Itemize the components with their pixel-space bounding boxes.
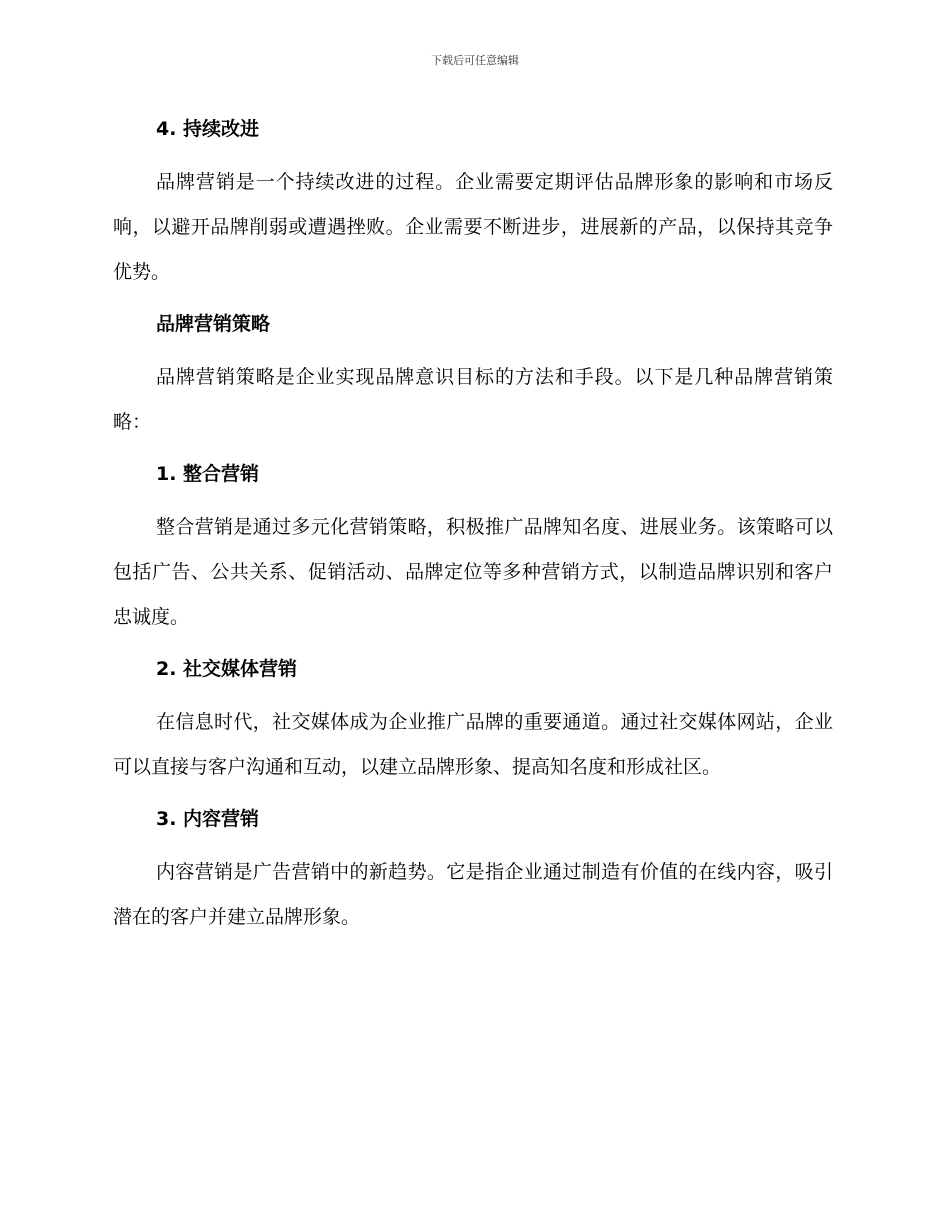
paragraph-content-marketing: 内容营销是广告营销中的新趋势。它是指企业通过制造有价值的在线内容，吸引潜在的客户并建立品牌形象。 [113, 861, 833, 928]
paragraph-social-media-marketing: 在信息时代，社交媒体成为企业推广品牌的重要通道。通过社交媒体网站，企业可以直接与客户沟通和互动，以建立品牌形象、提高知名度和形成社区。 [113, 711, 833, 778]
page-header: 下载后可任意编辑 [431, 54, 519, 67]
section-heading-content-marketing: 3. 内容营销 [156, 808, 260, 830]
document-body [113, 112, 833, 940]
paragraph-brand-strategy: 品牌营销策略是企业实现品牌意识目标的方法和手段。以下是几种品牌营销策略： [113, 366, 833, 433]
paragraph-integrated-marketing: 整合营销是通过多元化营销策略，积极推广品牌知名度、进展业务。该策略可以包括广告、公共关系、促销活动、品牌定位等多种营销方式，以制造品牌识别和客户忠诚度。 [113, 516, 833, 628]
section-heading-integrated-marketing: 1. 整合营销 [156, 463, 260, 485]
section-heading-continuous-improvement: 4. 持续改进 [156, 118, 260, 140]
section-heading-brand-strategy: 品牌营销策略 [156, 313, 271, 335]
paragraph-continuous-improvement: 品牌营销是一个持续改进的过程。企业需要定期评估品牌形象的影响和市场反响，以避开品牌削弱或遭遇挫败。企业需要不断进步，进展新的产品，以保持其竞争优势。 [113, 171, 833, 283]
section-heading-social-media-marketing: 2. 社交媒体营销 [156, 658, 298, 680]
